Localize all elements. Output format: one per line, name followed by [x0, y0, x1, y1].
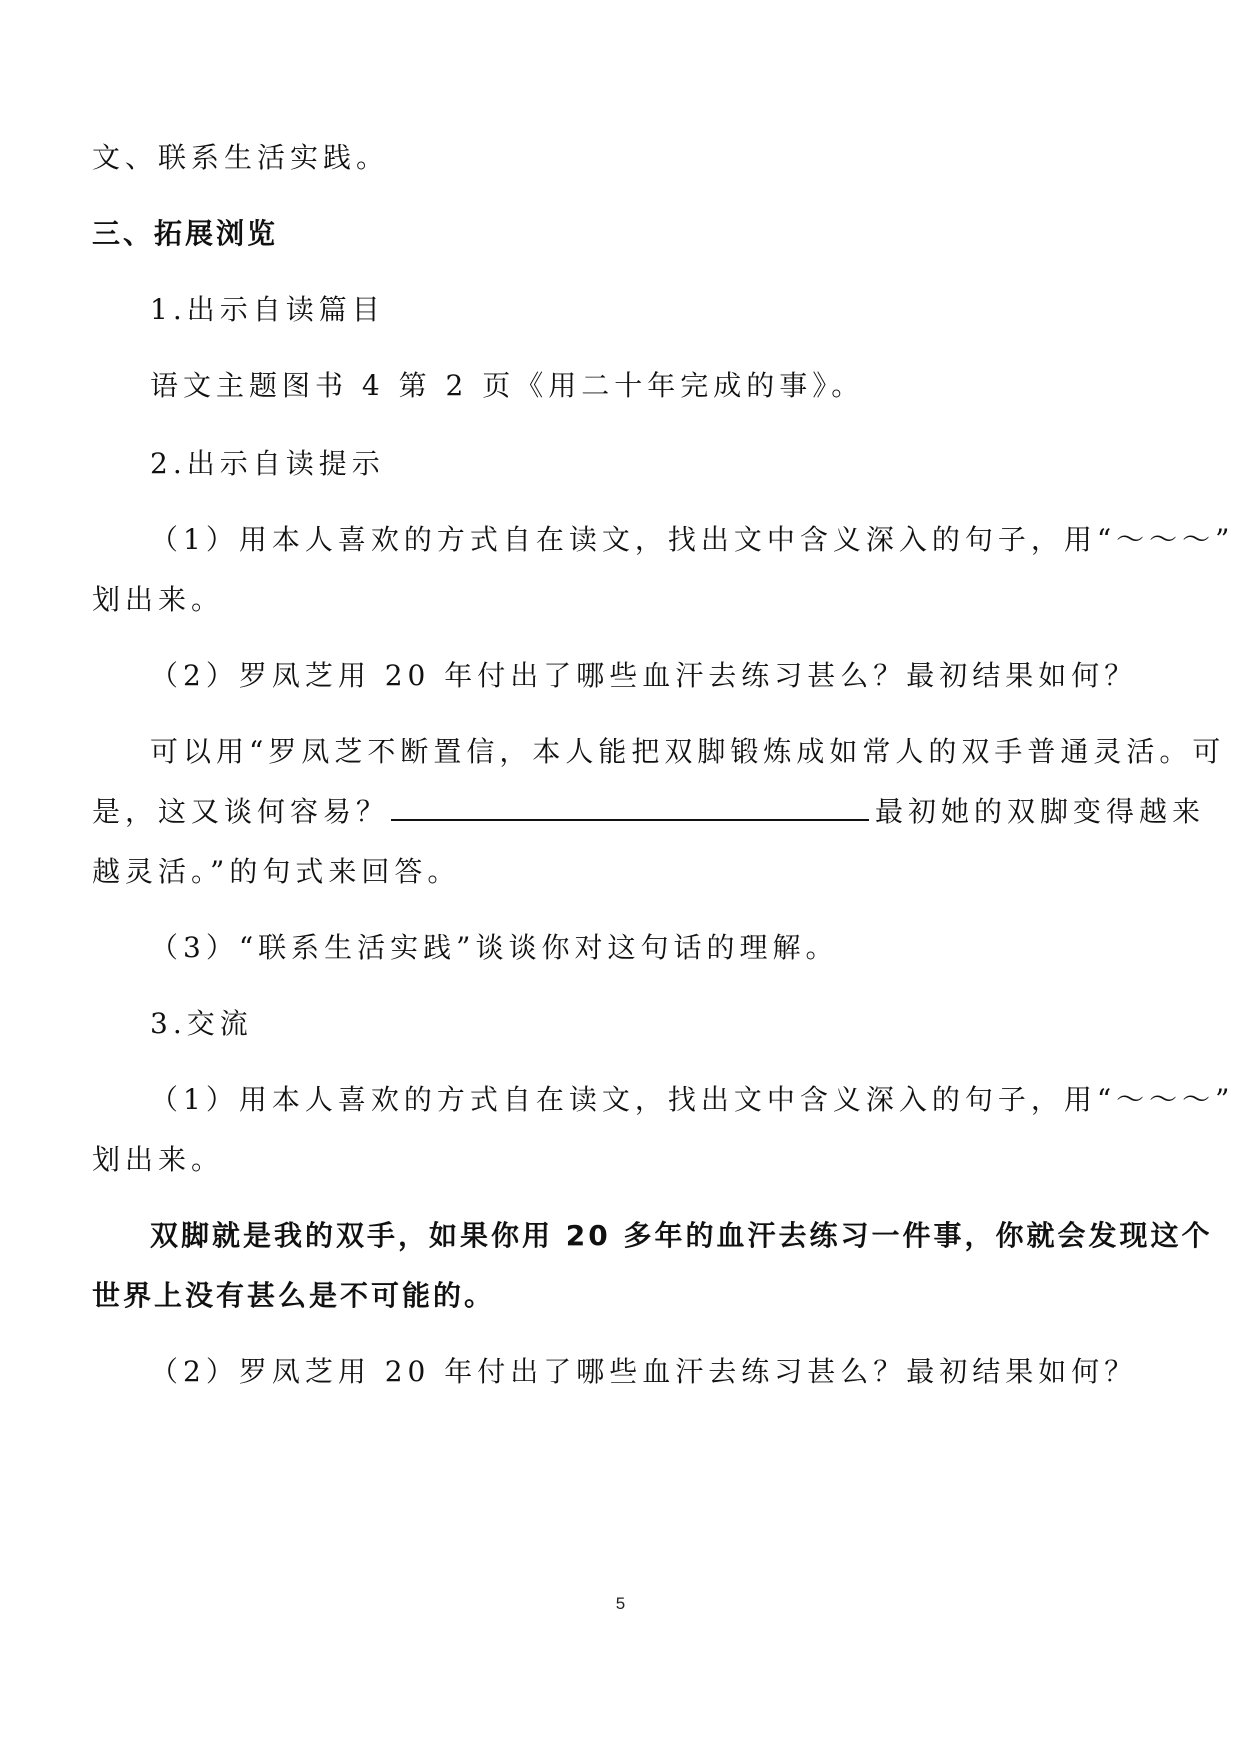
hint-line-2-start: 是，这又谈何容易？ [92, 795, 390, 828]
bold-quote-line-1: 双脚就是我的双手，如果你用 20 多年的血汗去练习一件事，你就会发现这个 [150, 1219, 1213, 1252]
page-number: 5 [615, 1594, 626, 1613]
hint-line-1: 可以用“罗凤芝不断置信，本人能把双脚锻炼成如常人的双手普通灵活。可 [150, 735, 1226, 768]
question-1-line-2: 划出来。 [92, 583, 225, 616]
section-heading: 三、拓展浏览 [92, 217, 279, 250]
question-3: （3）“联系生活实践”谈谈你对这句话的理解。 [150, 931, 839, 964]
question-1-line-1: （1）用本人喜欢的方式自在读文，找出文中含义深入的句子，用“～～～” [150, 523, 1235, 556]
exchange-2: （2）罗凤芝用 20 年付出了哪些血汗去练习甚么？最初结果如何？ [150, 1355, 1138, 1388]
hint-line-3: 越灵活。”的句式来回答。 [92, 855, 461, 888]
hint-line-2 [92, 792, 1205, 832]
paragraph-continuation: 文、联系生活实践。 [92, 141, 390, 174]
item-heading-2: 2.出示自读提示 [150, 447, 385, 480]
bold-quote-line-2: 世界上没有甚么是不可能的。 [92, 1279, 496, 1312]
item-heading-1: 1.出示自读篇目 [150, 293, 385, 326]
reading-text: 语文主题图书 4 第 2 页《用二十年完成的事》。 [150, 369, 865, 402]
exchange-1-line-2: 划出来。 [92, 1143, 225, 1176]
question-2: （2）罗凤芝用 20 年付出了哪些血汗去练习甚么？最初结果如何？ [150, 659, 1138, 692]
fill-in-blank [391, 793, 869, 821]
item-heading-3: 3.交流 [150, 1007, 253, 1040]
exchange-1-line-1: （1）用本人喜欢的方式自在读文，找出文中含义深入的句子，用“～～～” [150, 1083, 1235, 1116]
hint-line-2-end: 最初她的双脚变得越来 [875, 795, 1206, 828]
